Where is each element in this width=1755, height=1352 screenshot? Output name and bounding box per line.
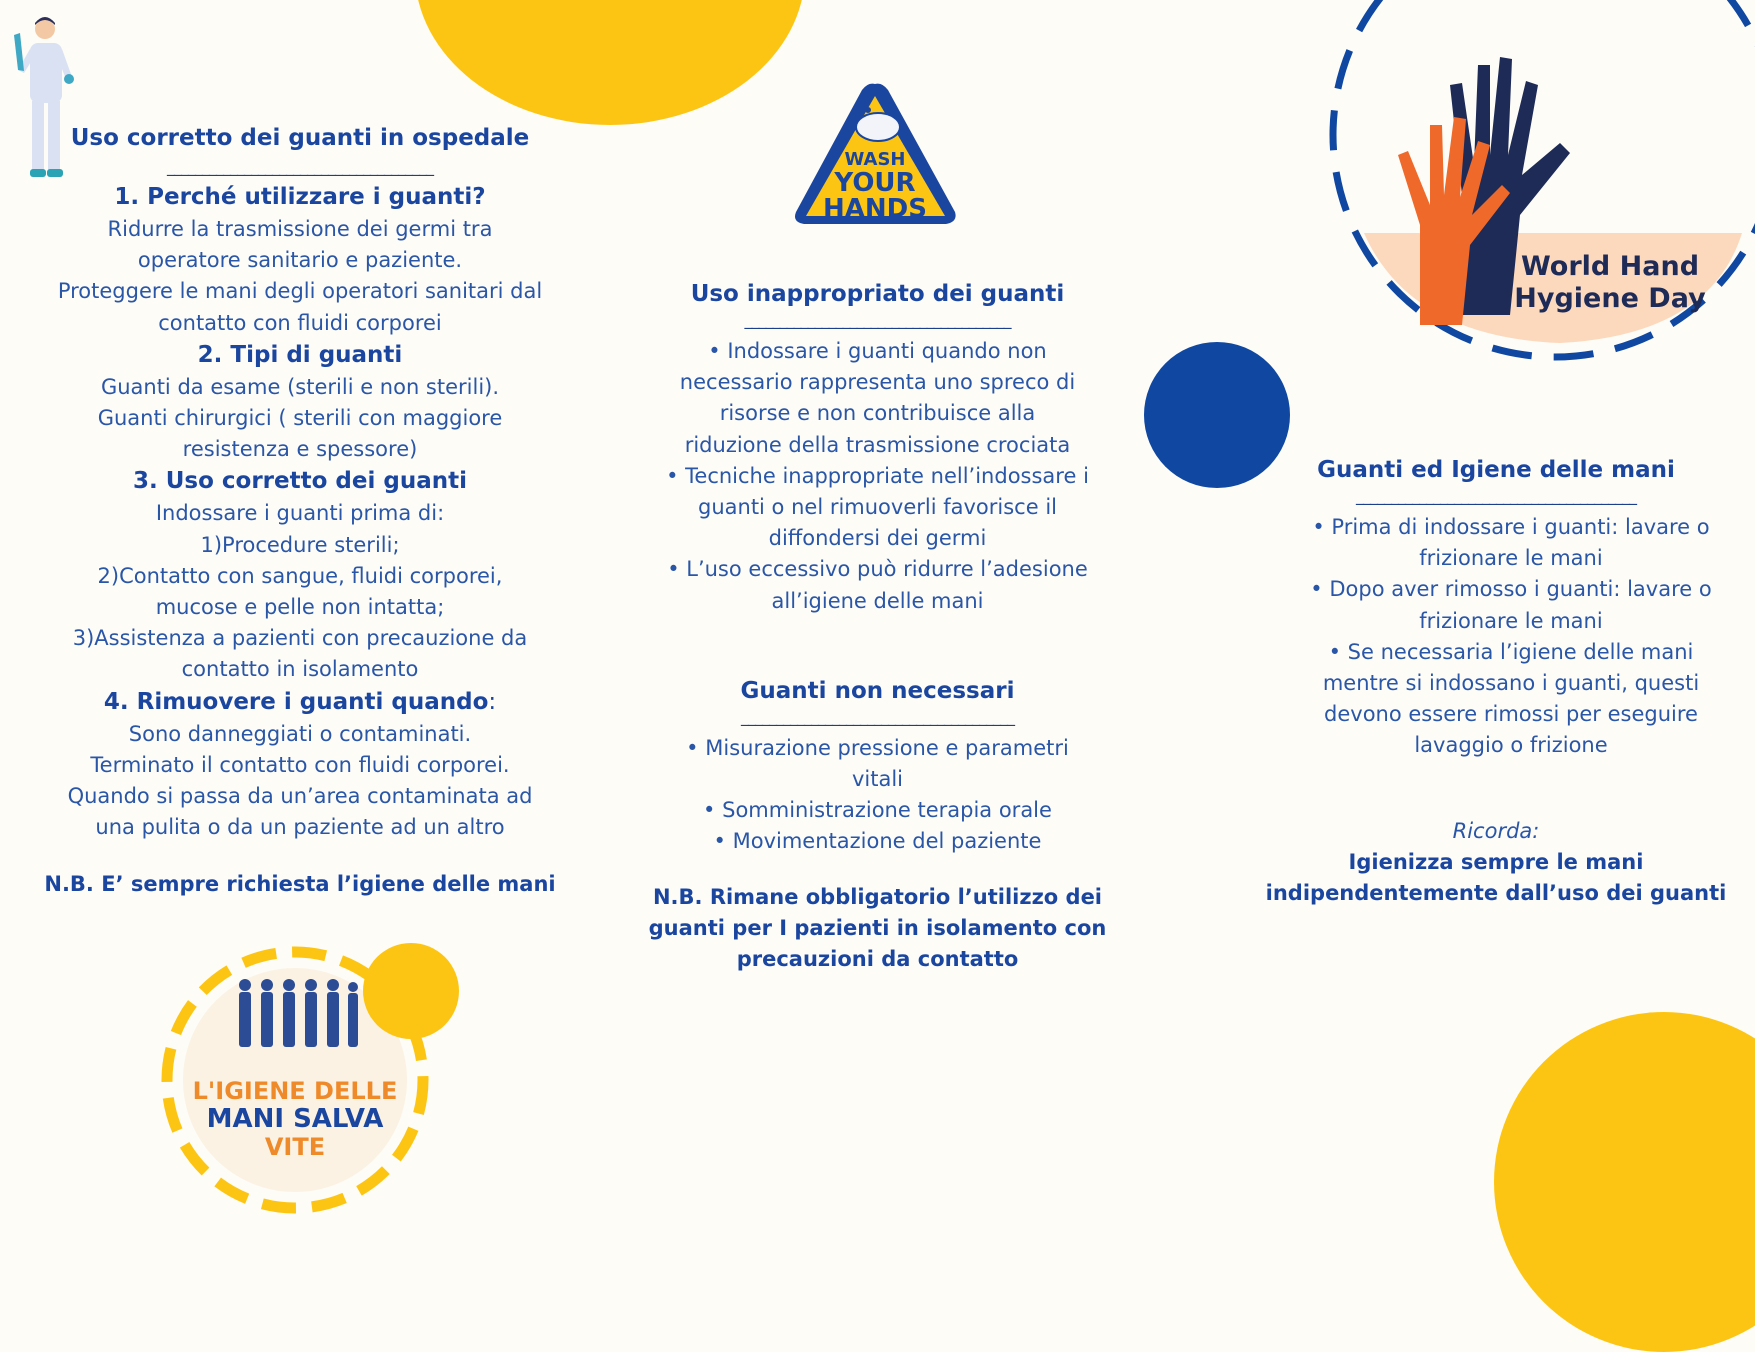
hands-word: HANDS bbox=[823, 194, 927, 224]
section-2-title: 2. Tipi di guanti bbox=[197, 341, 403, 368]
right-bullet-line: • Se necessaria l’igiene delle mani bbox=[1285, 637, 1737, 668]
section-3-line: 2)Contatto con sangue, fluidi corporei, bbox=[97, 563, 503, 588]
section-4-line: Terminato il contatto con fluidi corporei. bbox=[90, 752, 510, 777]
inappropriate-line: diffondersi dei germi bbox=[768, 526, 987, 551]
section-1-line: Proteggere le mani degli operatori sanitari dal bbox=[57, 279, 543, 304]
closing-line: Igienizza sempre le mani bbox=[1348, 849, 1644, 874]
section-2-line: resistenza e spessore) bbox=[182, 437, 418, 462]
section-4-line: Sono danneggiati o contaminati. bbox=[128, 721, 472, 746]
yellow-circle-top bbox=[415, 0, 805, 125]
inappropriate-line: risorse e non contribuisce alla bbox=[719, 401, 1036, 426]
badge-line-3: VITE bbox=[264, 1133, 326, 1161]
unnecessary-line: • Somministrazione terapia orale bbox=[640, 795, 1115, 826]
right-title: Guanti ed Igiene delle mani bbox=[1317, 457, 1675, 483]
middle-note-line: guanti per I pazienti in isolamento con bbox=[648, 915, 1107, 940]
wash-word: WASH bbox=[844, 149, 906, 170]
people-illustration bbox=[233, 975, 363, 1055]
right-bullet-line: lavaggio o frizione bbox=[1414, 733, 1608, 758]
section-4-title: 4. Rimuovere i guanti quando bbox=[103, 688, 489, 715]
section-3-line: 1)Procedure sterili; bbox=[200, 532, 400, 557]
right-bullet-line: • Prima di indossare i guanti: lavare o bbox=[1285, 512, 1737, 543]
your-word: YOUR bbox=[834, 168, 916, 198]
wash-your-hands-logo bbox=[790, 80, 960, 240]
right-bullet-line: frizionare le mani bbox=[1419, 546, 1603, 571]
unnecessary-line: • Misurazione pressione e parametri bbox=[640, 733, 1115, 764]
section-2-line: Guanti chirurgici ( sterili con maggiore bbox=[97, 406, 503, 431]
section-4-line: Quando si passa da un’area contaminata ad bbox=[67, 784, 533, 809]
right-bullets bbox=[1255, 512, 1737, 762]
section-4-line: una pulita o da un paziente ad un altro bbox=[95, 815, 505, 840]
right-bullet-line: • Dopo aver rimosso i guanti: lavare o bbox=[1285, 574, 1737, 605]
section-2-line: Guanti da esame (sterili e non sterili). bbox=[100, 374, 500, 399]
right-bullet-line: devono essere rimossi per eseguire bbox=[1324, 702, 1698, 727]
whhd-line-2: Hygiene Day bbox=[1514, 283, 1706, 314]
unnecessary-line: • Movimentazione del paziente bbox=[640, 826, 1115, 857]
unnecessary-line: vitali bbox=[851, 767, 904, 792]
badge-line-2: MANI SALVA bbox=[206, 1104, 384, 1134]
world-hand-hygiene-day-logo bbox=[1350, 45, 1750, 345]
whhd-text bbox=[1480, 251, 1740, 315]
section-3-line: 3)Assistenza a pazienti con precauzione da bbox=[72, 626, 528, 651]
badge-text bbox=[155, 1077, 435, 1161]
ricorda-label: Ricorda: bbox=[1452, 818, 1540, 843]
inappropriate-line: all’igiene delle mani bbox=[771, 588, 984, 613]
inappropriate-line: riduzione della trasmissione crociata bbox=[684, 432, 1071, 457]
wash-logo-text bbox=[790, 150, 960, 222]
left-title-rule: ______________________________________ bbox=[167, 157, 433, 176]
section-3-line: mucose e pelle non intatta; bbox=[155, 595, 445, 620]
column-right bbox=[1255, 454, 1737, 909]
section-1-title: 1. Perché utilizzare i guanti? bbox=[114, 184, 486, 210]
right-bullet-line: mentre si indossano i guanti, questi bbox=[1322, 671, 1700, 696]
right-title-rule: ________________________________________ bbox=[1356, 486, 1636, 505]
column-middle bbox=[640, 278, 1115, 975]
middle-title: Uso inappropriato dei guanti bbox=[690, 281, 1065, 307]
section-4-title-row bbox=[20, 686, 580, 719]
middle-note-line: N.B. Rimane obbligatorio l’utilizzo dei bbox=[652, 884, 1103, 909]
inappropriate-line: • Tecniche inappropriate nell’indossare i bbox=[640, 461, 1115, 492]
section-3-title: 3. Uso corretto dei guanti bbox=[132, 468, 467, 495]
hand-hygiene-badge bbox=[155, 935, 435, 1215]
section-1-line: Ridurre la trasmissione dei germi tra bbox=[107, 217, 493, 241]
inappropriate-line: necessario rappresenta uno spreco di bbox=[679, 370, 1076, 395]
unnecessary-title: Guanti non necessari bbox=[740, 677, 1015, 704]
left-title: Uso corretto dei guanti in ospedale bbox=[70, 125, 530, 151]
unnecessary-title-rule: _______________________________________ bbox=[741, 706, 1014, 726]
badge-yellow-dot bbox=[363, 943, 459, 1039]
middle-title-rule: ______________________________________ bbox=[744, 310, 1011, 329]
middle-note-line: precauzioni da contatto bbox=[736, 946, 1019, 971]
section-1-line: contatto con fluidi corporei bbox=[158, 310, 442, 335]
section-1-line: operatore sanitario e paziente. bbox=[137, 248, 463, 273]
section-3-line: Indossare i guanti prima di: bbox=[155, 501, 445, 526]
section-4-colon: : bbox=[488, 688, 497, 715]
left-note: N.B. E’ sempre richiesta l’igiene delle mani bbox=[44, 872, 556, 897]
inappropriate-line: • L’uso eccessivo può ridurre l’adesione bbox=[640, 554, 1115, 585]
badge-line-1: L'IGIENE DELLE bbox=[192, 1077, 398, 1105]
column-left bbox=[20, 119, 580, 900]
right-bullet-line: frizionare le mani bbox=[1419, 608, 1603, 633]
inappropriate-line: guanti o nel rimuoverli favorisce il bbox=[698, 495, 1057, 520]
closing-line: indipendentemente dall’uso dei guanti bbox=[1265, 880, 1727, 905]
inappropriate-line: • Indossare i guanti quando non bbox=[640, 336, 1115, 367]
yellow-circle-bottom-right bbox=[1494, 1012, 1755, 1352]
section-3-line: contatto in isolamento bbox=[181, 657, 419, 682]
whhd-line-1: World Hand bbox=[1520, 251, 1700, 282]
